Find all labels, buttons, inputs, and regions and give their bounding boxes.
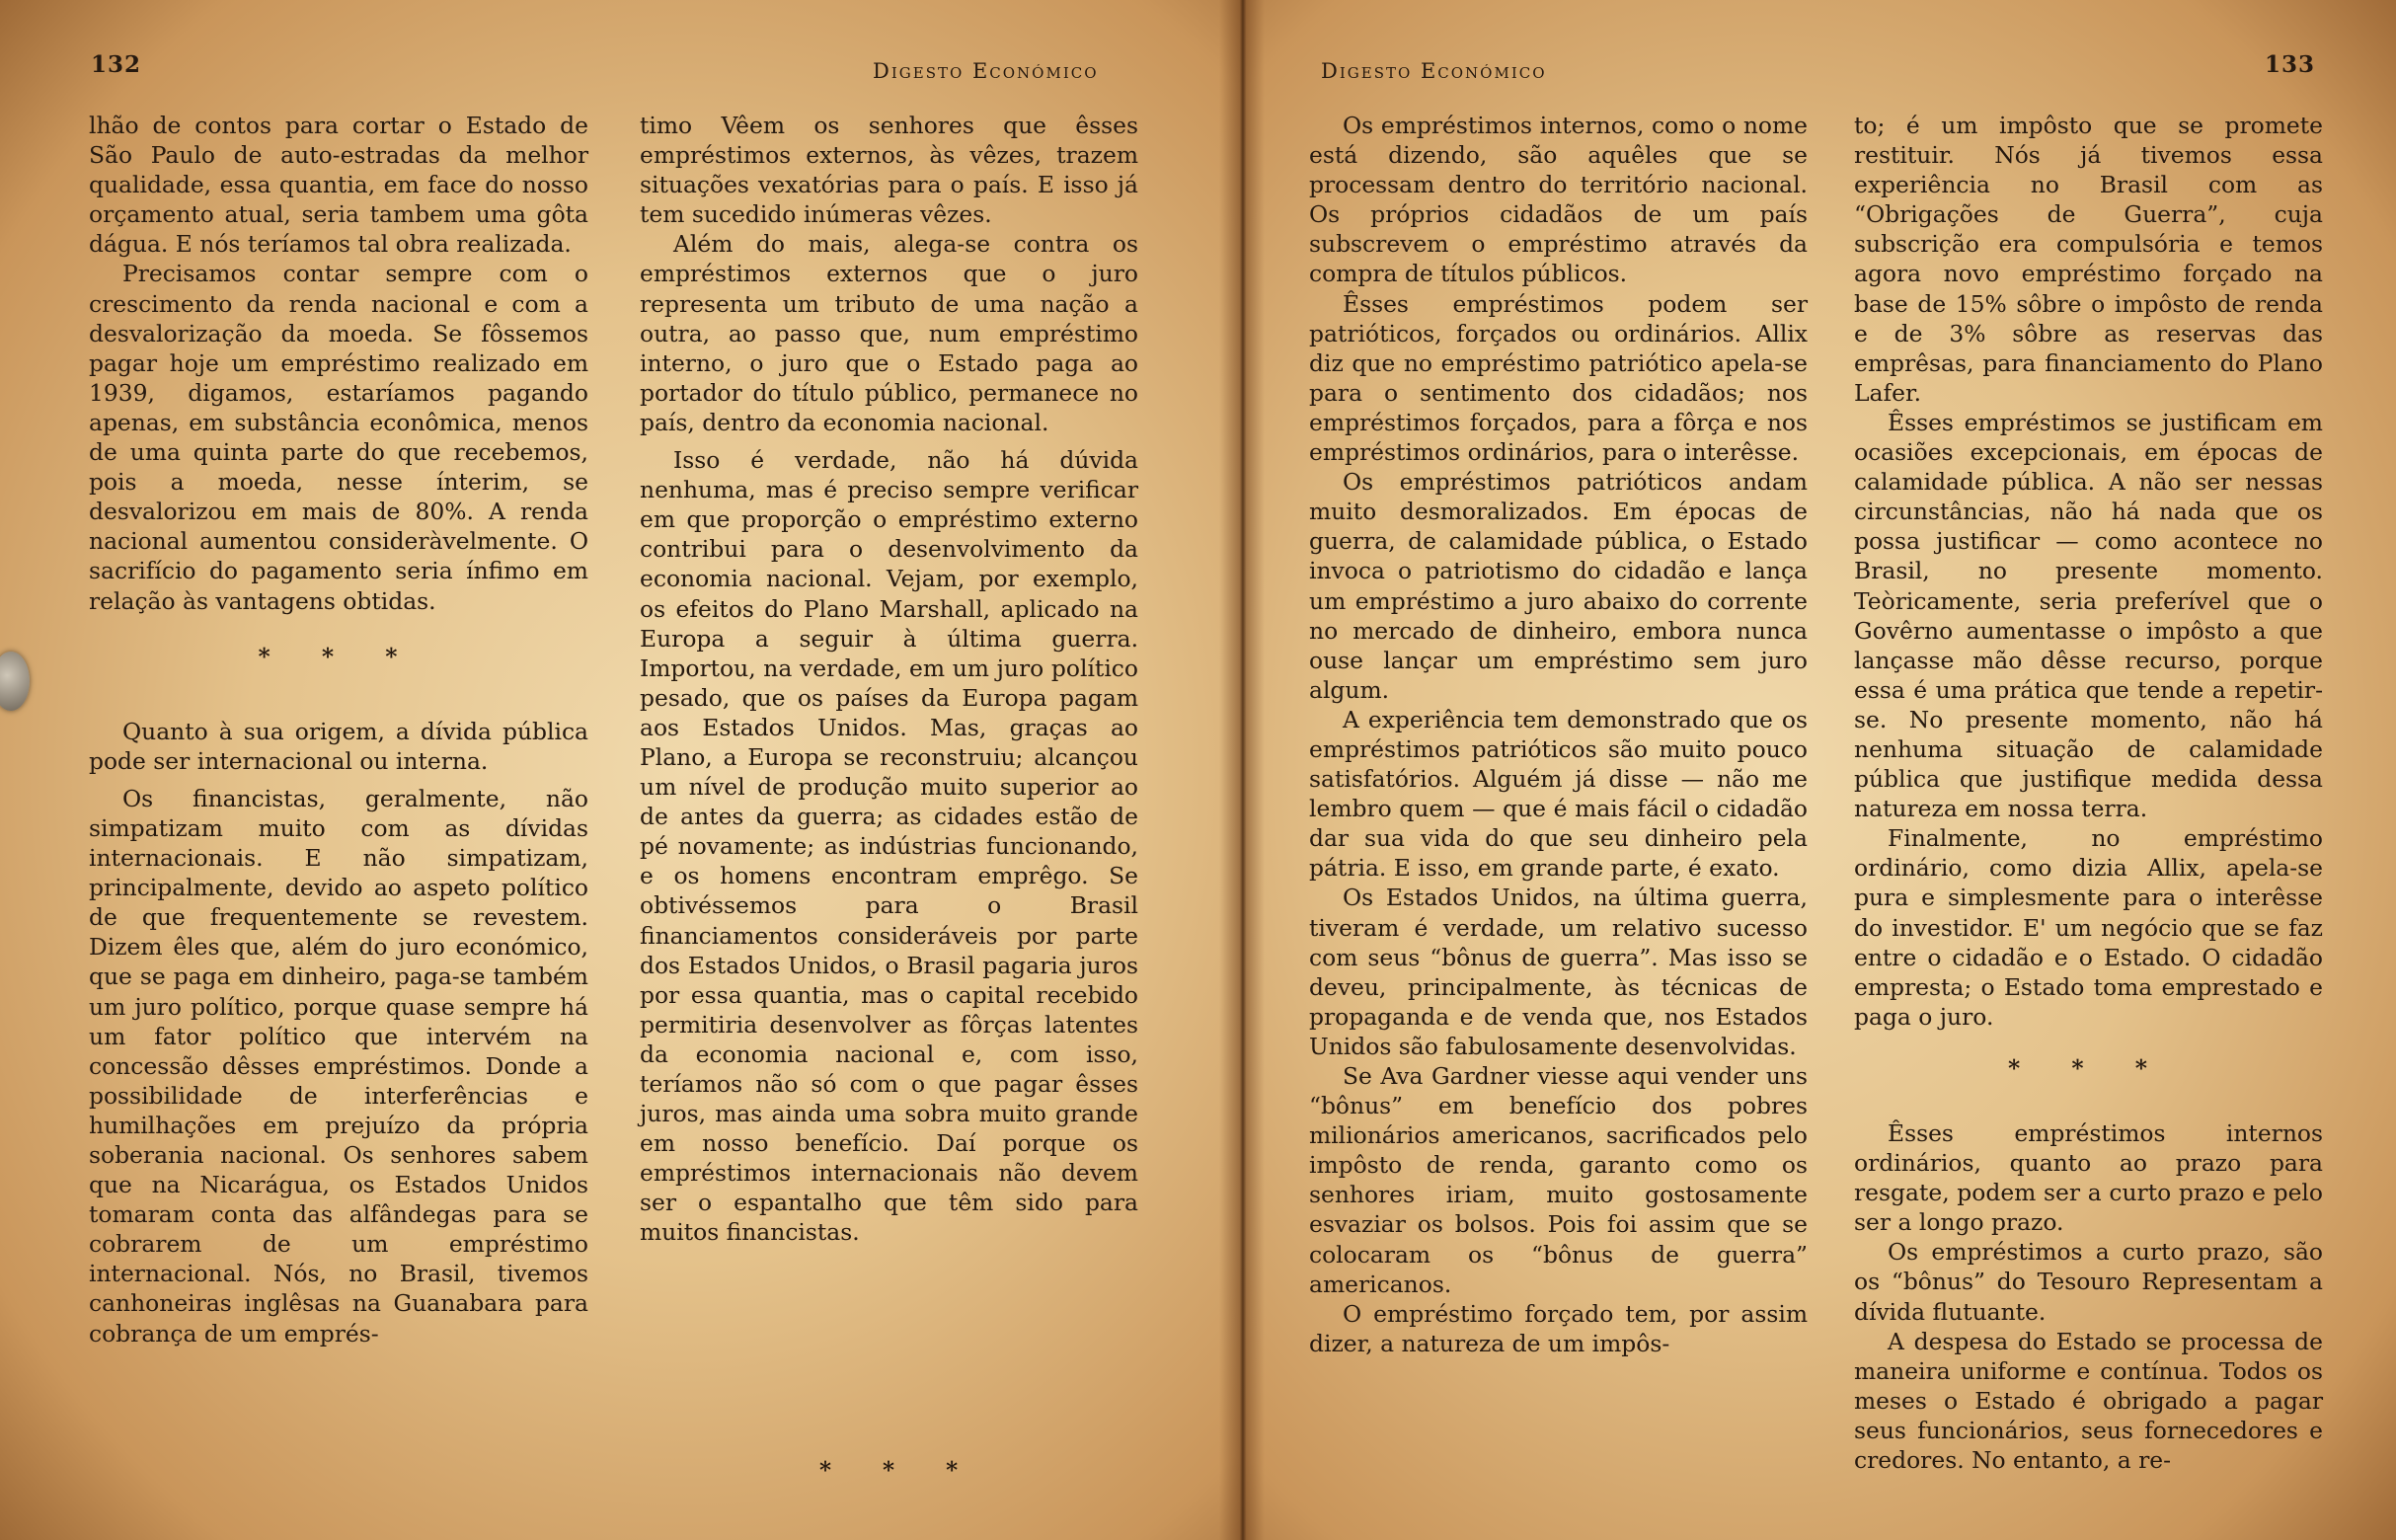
running-head: Digesto Económico <box>1321 59 1547 83</box>
page-number: 133 <box>2265 51 2316 78</box>
paragraph: Se Ava Gardner viesse aqui vender uns “bônus” em benefício dos pobres milionários americanos, sacrificados pelo impôsto de renda, garanto como os senhores iriam, muito gostosamente esvaziar os bolsos. Pois foi assim que se colocaram os “bônus de guerra” americanos. <box>1309 1062 1808 1298</box>
paragraph: timo Vêem os senhores que êsses empréstimos externos, às vêzes, trazem situações vexatórias para o país. E isso já tem sucedido inúmeras vêzes. <box>640 112 1138 229</box>
binding-punch-hole <box>0 652 30 711</box>
paragraph: Finalmente, no empréstimo ordinário, como dizia Allix, apela-se pura e simplesmente para o interêsse do investidor. E' um negócio que se faz entre o cidadão e o Estado. O cidadão empresta; o Estado toma emprestado e paga o juro. <box>1854 824 2323 1031</box>
paragraph: Os empréstimos patrióticos andam muito desmoralizados. Em épocas de guerra, de calamidade pública, o Estado invoca o patriotismo do cidadão e lança um empréstimo a juro abaixo do corrente no mercado de dinheiro, embora nunca ouse lançar um empréstimo sem juro algum. <box>1309 468 1808 704</box>
paragraph: Os financistas, geralmente, não simpatizam muito com as dívidas internacionais. E não simpatizam, principalmente, devido ao aspeto político de que frequentemente se revestem. Dizem êles que, além do juro económico, que se paga em dinheiro, paga-se também um juro político, porque quase sempre há um fator político que intervém na concessão dêsses empréstimos. Donde a possibilidade de interferências e humilhações em prejuízo da própria soberania nacional. Os senhores sabem que na Nicarágua, os Estados Unidos tomaram conta das alfândegas para se cobrarem de um empréstimo internacional. Nós, no Brasil, tivemos canhoneiras inglêsas na Guanabara para cobrança de um emprés- <box>89 784 588 1348</box>
paragraph: lhão de contos para cortar o Estado de São Paulo de auto-estradas da melhor qualidade, essa quantia, em face do nosso orçamento atual, seria tambem uma gôta dágua. E nós teríamos tal obra realizada. <box>89 112 588 259</box>
paragraph: A despesa do Estado se processa de maneira uniforme e contínua. Todos os meses o Estado é obrigado a pagar seus funcionários, seus fornecedores e credores. No entanto, a re- <box>1854 1327 2323 1475</box>
text-column-left <box>1309 111 1808 1358</box>
paragraph: Precisamos contar sempre com o crescimento da renda nacional e com a desvalorização da moeda. Se fôssemos pagar hoje um empréstimo realizado em 1939, digamos, estaríamos pagando apenas, em substância econômica, menos de uma quinta parte do que recebemos, pois a moeda, nesse ínterim, se desvalorizou em mais de 80%. A renda nacional aumentou consideràvelmente. O sacrifício do pagamento seria ínfimo em relação às vantagens obtidas. <box>89 260 588 615</box>
paragraph: Além do mais, alega-se contra os empréstimos externos que o juro representa um tributo de uma nação a outra, ao passo que, num empréstimo interno, o juro que o Estado paga ao portador do título público, permanece no país, dentro da economia nacional. <box>640 230 1138 436</box>
running-head: Digesto Económico <box>873 59 1099 83</box>
section-divider: * * * <box>258 642 420 670</box>
paragraph: Isso é verdade, não há dúvida nenhuma, mas é preciso sempre verificar em que proporção o empréstimo externo contribui para o desenvolvimento da economia nacional. Vejam, por exemplo, os efeitos do Plano Marshall, aplicado na Europa a seguir à última guerra. Importou, na verdade, em um juro político pesado, que os países da Europa pagam aos Estados Unidos. Mas, graças ao Plano, a Europa se reconstruiu; alcançou um nível de produção muito superior ao de antes da guerra; as cidades estão de pé novamente; as indústrias funcionando, e os homens encontram emprêgo. Se obtivéssemos para o Brasil financiamentos consideráveis por parte dos Estados Unidos, o Brasil pagaria juros por essa quantia, mas o capital recebido permitiria desenvolver as fôrças latentes da economia nacional e, com isso, teríamos não só com o que pagar êsses juros, mas ainda uma sobra muito grande em nosso benefício. Daí porque os empréstimos internacionais não devem ser o espantalho que têm sido para muitos financistas. <box>640 446 1138 1247</box>
paragraph: Êsses empréstimos se justificam em ocasiões excepcionais, em épocas de calamidade pública. A não ser nessas circunstâncias, não há nada que os possa justificar — como acontece no Brasil, no presente momento. Teòricamente, seria preferível que o Govêrno aumentasse o impôsto a que lançasse mão dêsse recurso, porque essa é uma prática que tende a repetir-se. No presente momento, não há nenhuma situação de calamidade pública que justifique medida dessa natureza em nossa terra. <box>1854 408 2323 823</box>
paragraph: Os empréstimos internos, como o nome está dizendo, são aquêles que se processam dentro do território nacional. Os próprios cidadãos de um país subscrevem o empréstimo através da compra de títulos públicos. <box>1309 112 1808 288</box>
paragraph: Os Estados Unidos, na última guerra, tiveram é verdade, um relativo sucesso com seus “bônus de guerra”. Mas isso se deveu, principalmente, às técnicas de propaganda e de venda que, nos Estados Unidos são fabulosamente desenvolvidas. <box>1309 884 1808 1060</box>
paragraph: A experiência tem demonstrado que os empréstimos patrióticos são muito pouco satisfatórios. Alguém já disse — não me lembro quem — que é mais fácil o cidadão dar sua vida do que seu dinheiro pela pátria. E isso, em grande parte, é exato. <box>1309 705 1808 883</box>
right-page <box>1242 0 2396 1540</box>
paragraph: O empréstimo forçado tem, por assim dizer, a natureza de um impôs- <box>1309 1299 1808 1357</box>
book-gutter <box>1219 0 1265 1540</box>
section-divider: * * * <box>2008 1053 2169 1082</box>
text-column-right <box>1854 111 2323 1475</box>
section-divider: * * * <box>819 1457 980 1484</box>
paragraph: to; é um impôsto que se promete restituir. Nós já tivemos essa experiência no Brasil com as “Obrigações de Guerra”, cuja subscrição era compulsória e temos agora novo empréstimo forçado na base de 15% sôbre o impôsto de renda e de 3% sôbre as reservas das emprêsas, para financiamento do Plano Lafer. <box>1854 112 2323 407</box>
text-column-left <box>89 111 588 1348</box>
paragraph: Êsses empréstimos podem ser patrióticos, forçados ou ordinários. Allix diz que no empréstimo patriótico apela-se para o sentimento dos cidadãos; nos empréstimos forçados, para a fôrça e nos empréstimos ordinários, para o interêsse. <box>1309 289 1808 467</box>
paragraph: Quanto à sua origem, a dívida pública pode ser internacional ou interna. <box>89 717 588 775</box>
page-number: 132 <box>91 51 142 78</box>
paragraph: Êsses empréstimos internos ordinários, quanto ao prazo para resgate, podem ser a curto prazo e pelo ser a longo prazo. <box>1854 1119 2323 1237</box>
text-column-right <box>640 111 1138 1248</box>
paragraph: Os empréstimos a curto prazo, são os “bônus” do Tesouro Representam a dívida flutuante. <box>1854 1238 2323 1326</box>
